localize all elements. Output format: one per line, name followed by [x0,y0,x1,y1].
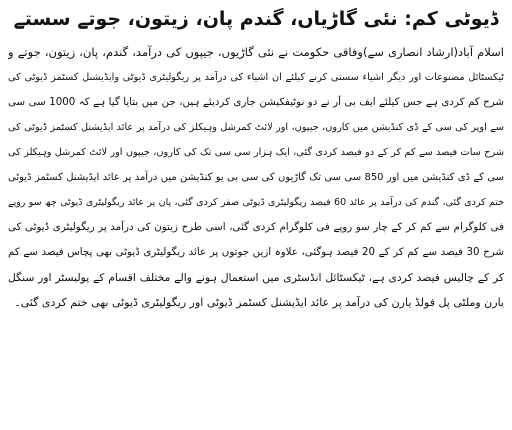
article-body-line: یارن وملٹی پل فولڈ یارن کی درآمد پر عائد ایڈیشنل کسٹمز ڈیوٹی اور ریگولیٹری ڈیوٹی بھی ختم کردی گئی۔ [14,296,504,309]
article-body-line: ٹیکسٹائل مصنوعات اور دیگر اشیاء سستی کرنے کیلئے ان اشیاء کی درآمد پر ریگولیٹری ڈیوٹی وایڈیشنل کسٹمز ڈیوٹی کی [8,72,504,83]
article-body [8,40,504,315]
article-body-line: سے اوپر کی سی کے ڈی کنڈیشن میں کاروں، جیپوں، اور لائٹ کمرشل وہیکلز کی درآمد پر عائد ایڈیشنل کسٹمز ڈیوٹی کی [8,122,504,133]
article-body-line: شرح سات فیصد سے کم کر کے دو فیصد کردی گئی، ایک ہزار سی سی تک کی کاروں، جیپوں اور لائٹ کمرشل وہیکلز کی [8,147,504,158]
article-body-line: شرح کم کردی ہے جس کیلئے ایف بی آر نے دو نوٹیفکیشن جاری کردیئے ہیں، جن میں بتایا گیا ہے کہ 1000 سی سی [8,96,504,108]
article-body-line: شرح 30 فیصد سے کم کر کے 20 فیصد ہوگئی، علاوہ ازیں جوتوں پر عائد ریگولیٹری ڈیوٹی بھی پچاس فیصد سے کم [8,246,504,258]
article-body-line: اسلام آباد(ارشاد انصاری سے)وفاقی حکومت نے نئی گاڑیوں، جیپوں کی درآمد، گندم، پان، زیتون، جوتے و [8,45,504,59]
article-headline: ڈیوٹی کم: نئی گاڑیاں، گندم پان، زیتون، جوتے سستے [13,8,499,30]
article-body-line: کر کے چالیس فیصد کردی ہے، ٹیکسٹائل انڈسٹری میں استعمال ہونے والے مختلف اقسام کے پولیسٹر اور سنگل [8,271,504,284]
article-body-line: سی کے ڈی کنڈیشن میں اور 850 سی سی تک گاڑیوں کی سی بی یو کنڈیشن میں درآمد پر عائد ایڈیشنل کسٹمز ڈیوٹی [8,172,504,183]
article-body-line: فی کلوگرام سے کم کر کے چار سو روپے فی کلوگرام کردی گئی، اسی طرح زیتون کی درآمد پر ریگولیٹری ڈیوٹی کی [8,221,504,233]
article-body-line: ختم کردی گئی، گندم کی درآمد پر عائد 60 فیصد ریگولیٹری ڈیوٹی صفر کردی گئی، پان پر عائد ریگولیٹری ڈیوٹی چھ سو روپے [8,197,504,208]
